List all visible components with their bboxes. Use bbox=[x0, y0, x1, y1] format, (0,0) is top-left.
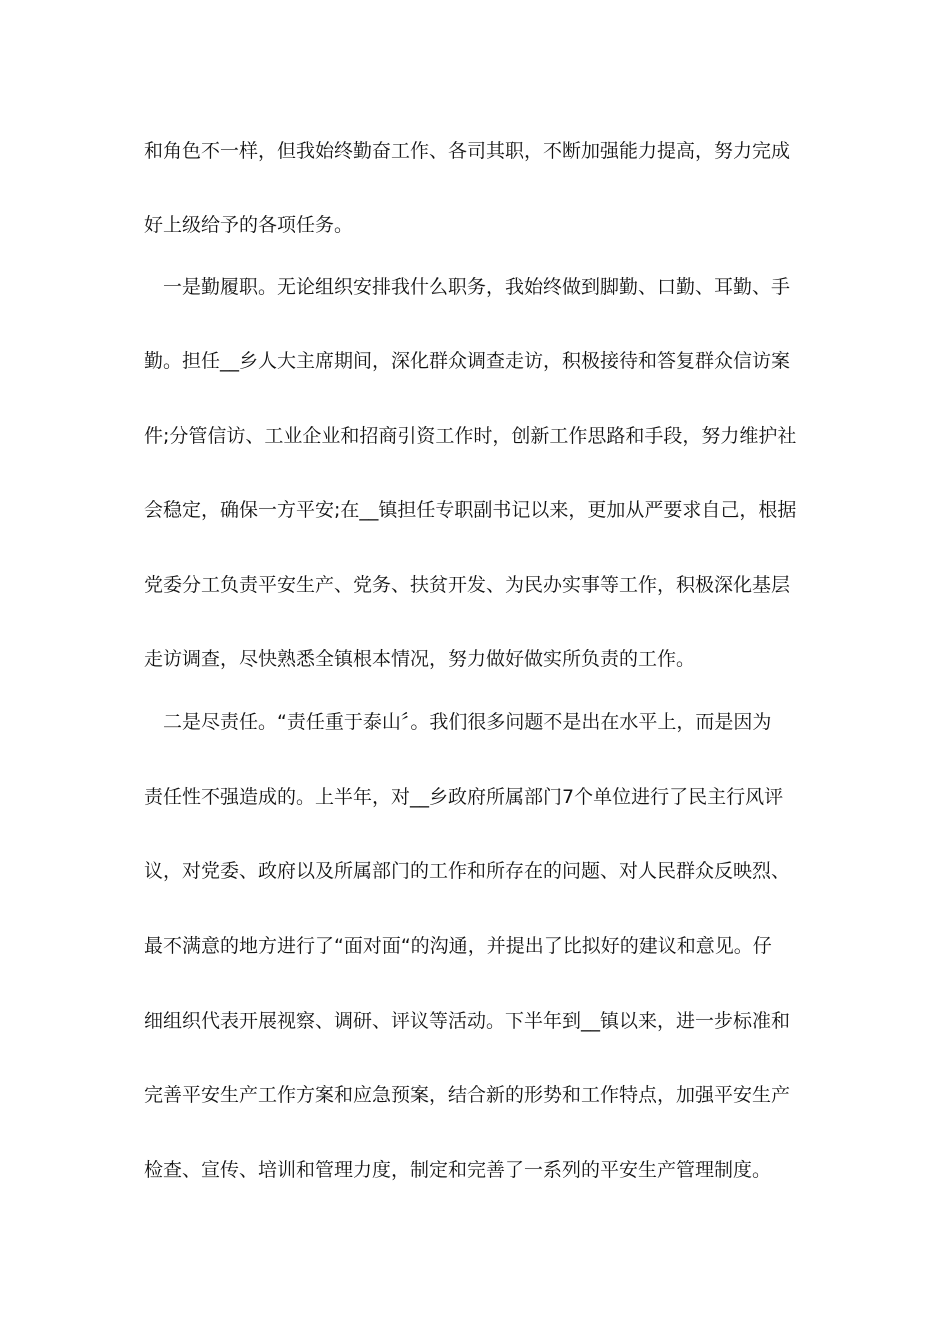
text-line-1: 和角色不一样，但我始终勤奋工作、各司其职，不断加强能力提高，努力完成 bbox=[144, 140, 791, 162]
text-line-15: 检查、宣传、培训和管理力度，制定和完善了一系列的平安生产管理制度。 bbox=[144, 1159, 772, 1181]
text-line-14: 完善平安生产工作方案和应急预案，结合新的形势和工作特点，加强平安生产 bbox=[144, 1084, 791, 1106]
text-line-2: 好上级给予的各项任务。 bbox=[144, 214, 354, 236]
text-line-7: 党委分工负责平安生产、党务、扶贫开发、为民办实事等工作，积极深化基层 bbox=[144, 574, 791, 596]
text-line-12: 最不满意的地方进行了“面对面“的沟通，并提出了比拟好的建议和意见。仔 bbox=[144, 935, 772, 957]
paragraph-1-start: 一是勤履职。无论组织安排我什么职务，我始终做到脚勤、口勤、耳勤、手 bbox=[163, 276, 791, 298]
text-line-4: 勤。担任__乡人大主席期间，深化群众调查走访，积极接待和答复群众信访案 bbox=[144, 350, 791, 372]
text-line-8: 走访调查，尽快熟悉全镇根本情况，努力做好做实所负责的工作。 bbox=[144, 648, 696, 670]
text-line-5: 件;分管信访、工业企业和招商引资工作时，创新工作思路和手段，努力维护社 bbox=[144, 425, 797, 447]
text-line-6: 会稳定，确保一方平安;在__镇担任专职副书记以来，更加从严要求自己，根据 bbox=[144, 499, 797, 521]
text-line-11: 议，对党委、政府以及所属部门的工作和所存在的问题、对人民群众反映烈、 bbox=[144, 860, 791, 882]
paragraph-2-start: 二是尽责任。“责任重于泰山〞。我们很多问题不是出在水平上，而是因为 bbox=[163, 711, 772, 733]
text-line-10: 责任性不强造成的。上半年，对__乡政府所属部门7个单位进行了民主行风评 bbox=[144, 786, 784, 808]
text-line-13: 细组织代表开展视察、调研、评议等活动。下半年到__镇以来，进一步标准和 bbox=[144, 1010, 791, 1032]
